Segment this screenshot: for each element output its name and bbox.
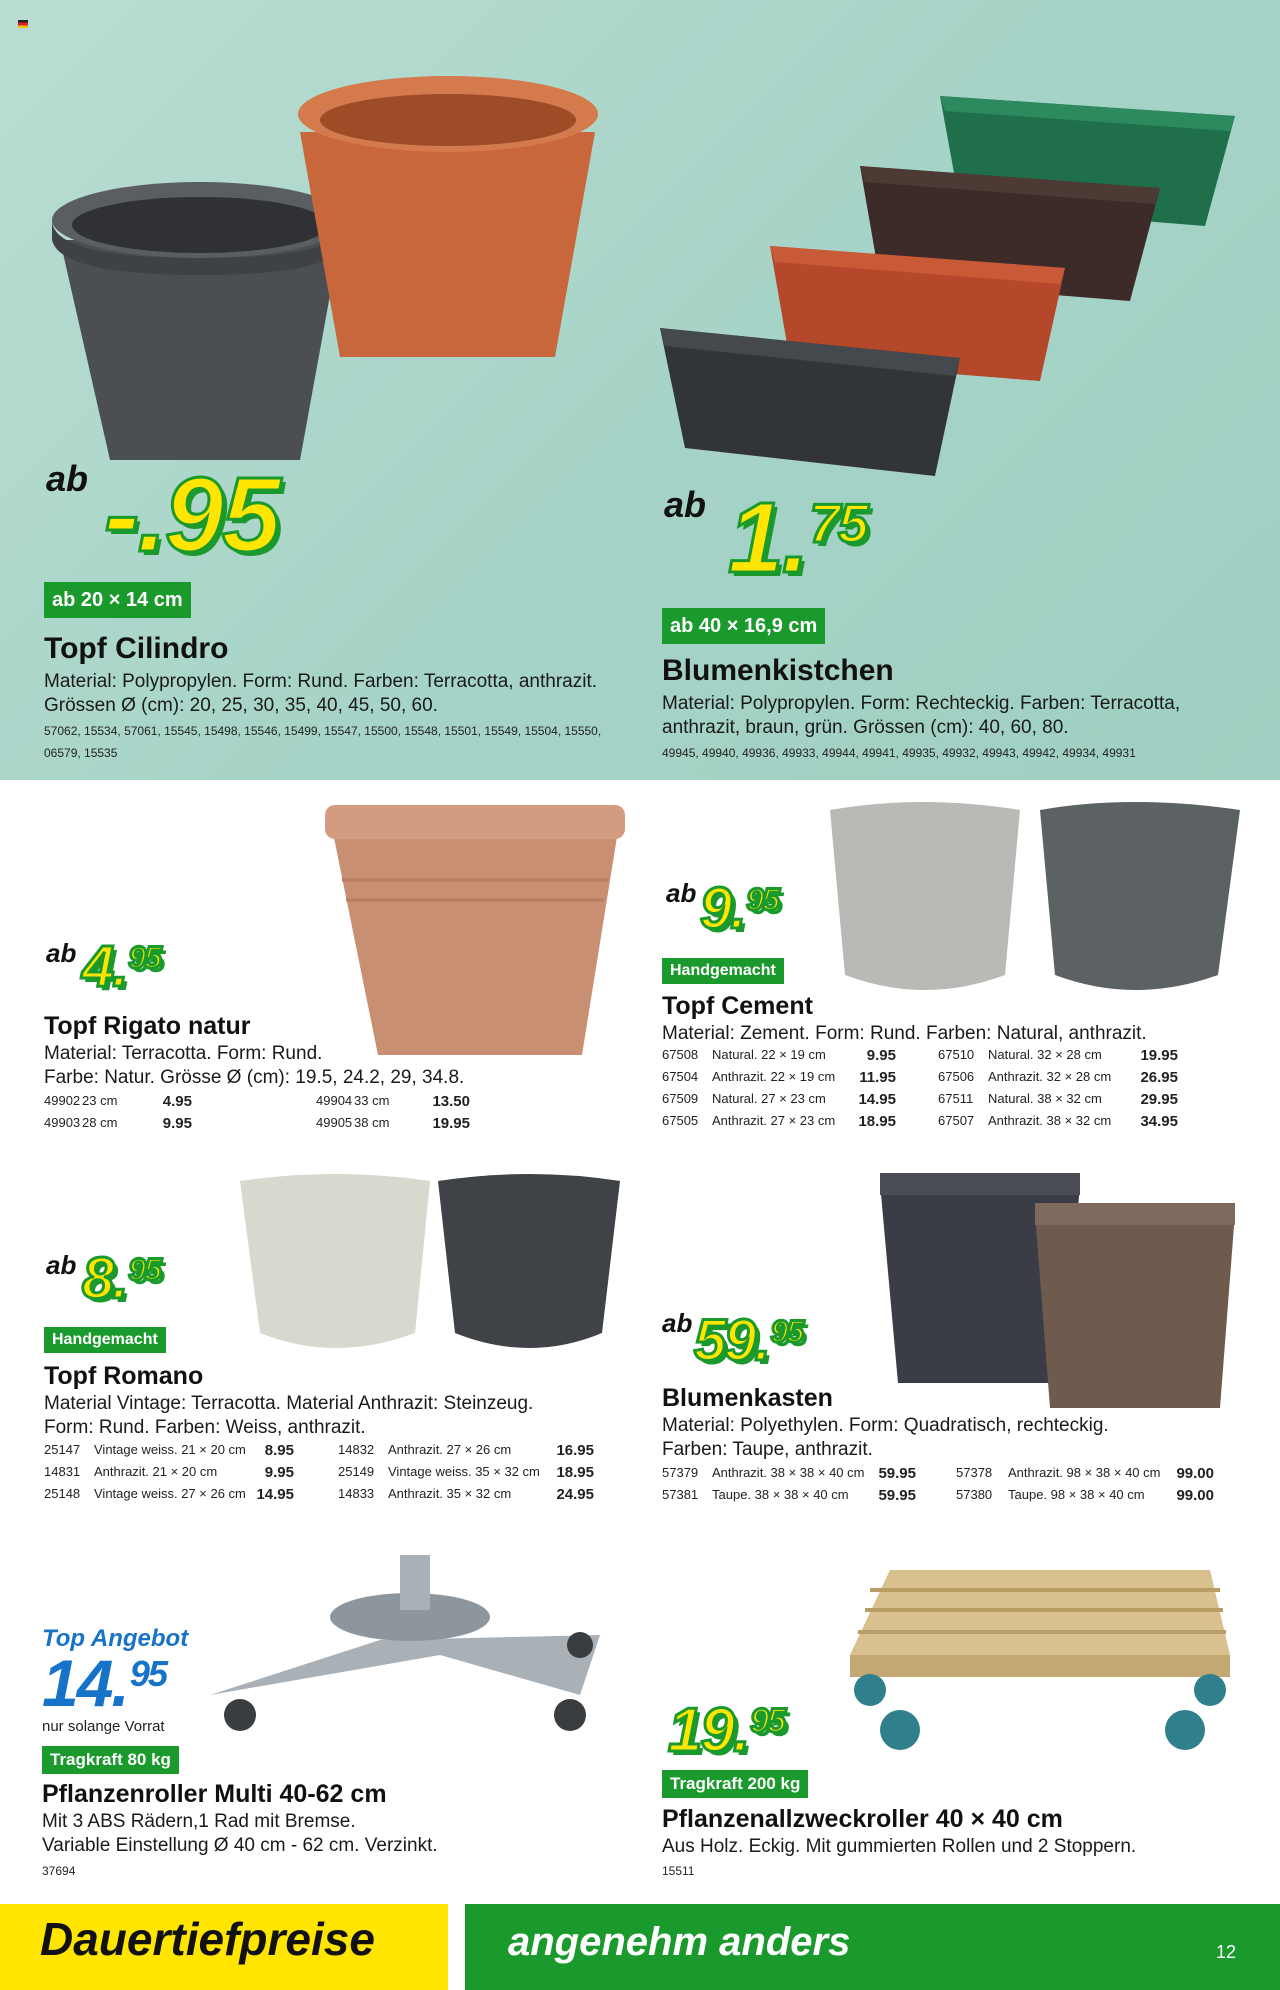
desc-roller-wood (662, 1835, 1136, 1859)
title-romano: Topf Romano (44, 1362, 204, 1390)
title-roller-wood: Pflanzenallzweckroller 40 × 40 cm (662, 1805, 1063, 1833)
item-code: 25147 (44, 1442, 81, 1457)
price-table-rigato (44, 1093, 470, 1137)
desc-romano (44, 1392, 533, 1440)
item-desc: Taupe. 98 × 38 × 40 cm (1008, 1487, 1145, 1502)
desc-line: Aus Holz. Eckig. Mit gummierten Rollen und 2 Stoppern. (662, 1836, 1137, 1857)
item-code: 67506 (938, 1069, 975, 1084)
item-code: 67507 (938, 1113, 975, 1128)
planter-square-image (880, 1173, 1240, 1413)
item-desc: Anthrazit. 35 × 32 cm (388, 1486, 512, 1501)
item-code: 14832 (338, 1442, 375, 1457)
price-cement (700, 876, 778, 941)
item-price: 29.95 (1140, 1091, 1178, 1108)
item-code: 25148 (44, 1486, 81, 1501)
item-price: 19.95 (432, 1115, 470, 1132)
footer-slogan-left: Dauertiefpreise (40, 1913, 375, 1965)
desc-line: Material: Polypropylen. Form: Rund. Farben: Terracotta, anthrazit. (44, 671, 598, 692)
item-price: 19.95 (1140, 1047, 1178, 1064)
table-row (662, 1091, 1178, 1113)
pot-cement-image (830, 800, 1240, 1005)
item-code: 57378 (956, 1465, 993, 1480)
table-row (44, 1486, 594, 1508)
item-code: 67509 (662, 1091, 699, 1106)
item-desc: Taupe. 38 × 38 × 40 cm (712, 1487, 849, 1502)
item-desc: 28 cm (82, 1115, 118, 1130)
item-price: 4.95 (162, 1093, 192, 1110)
desc-line: Grössen Ø (cm): 20, 25, 30, 35, 40, 45, 50, 60. (44, 695, 438, 716)
flag-icon (18, 20, 28, 28)
price-cents: 95 (128, 1251, 160, 1288)
table-row (662, 1465, 1214, 1487)
planter-boxes-image (660, 76, 1240, 486)
desc-rigato (44, 1042, 464, 1090)
price-prefix: ab (46, 458, 89, 499)
item-code: 25149 (338, 1464, 375, 1479)
footer-slogan-right: angenehm anders (508, 1920, 851, 1964)
desc-line: Material: Zement. Form: Rund. Farben: Natural, anthrazit. (662, 1023, 1147, 1044)
item-code: 49902 (44, 1093, 81, 1108)
table-row (662, 1113, 1178, 1135)
price-cents: 95 (770, 1313, 803, 1350)
desc-cilindro (44, 670, 597, 718)
price-prefix: ab (666, 878, 697, 908)
price-main: 8. (82, 1246, 127, 1311)
desc-line: Material Vintage: Terracotta. Material Anthrazit: Steinzeug. (44, 1393, 534, 1414)
price-roller-wood (668, 1696, 785, 1765)
size-tag-blumenkistchen: ab 40 × 16,9 cm (662, 608, 825, 644)
title-blumenkistchen: Blumenkistchen (662, 654, 894, 687)
item-price: 99.00 (1176, 1487, 1214, 1504)
item-code: 67510 (938, 1047, 975, 1062)
price-prefix: ab (46, 938, 77, 968)
desc-line: Material: Polyethylen. Form: Quadratisch, rechteckig. (662, 1415, 1109, 1436)
item-price: 18.95 (556, 1464, 594, 1481)
desc-line: Material: Terracotta. Form: Rund. (44, 1043, 323, 1064)
title-cement: Topf Cement (662, 992, 813, 1020)
price-roller-multi (42, 1646, 167, 1720)
table-row (662, 1069, 1178, 1091)
item-desc: 38 cm (354, 1115, 390, 1130)
item-price: 14.95 (858, 1091, 896, 1108)
code-line: 06579, 15535 (44, 746, 118, 760)
capacity-tag: Tragkraft 200 kg (662, 1770, 808, 1798)
code-line: 37694 (42, 1864, 76, 1878)
table-row (44, 1093, 470, 1115)
price-table-blumenkasten (662, 1465, 1214, 1509)
table-row (44, 1442, 594, 1464)
price-romano (82, 1246, 160, 1311)
stock-note: nur solange Vorrat (42, 1718, 165, 1735)
price-blumenkistchen (728, 482, 867, 594)
item-code: 49903 (44, 1115, 81, 1130)
desc-line: Variable Einstellung Ø 40 cm - 62 cm. Verzinkt. (42, 1835, 438, 1856)
price-table-cement (662, 1047, 1178, 1135)
code-line: 57062, 15534, 57061, 15545, 15498, 15546, 15499, 15547, 15500, 15548, 15501, 15549, 15504, 15550, (44, 724, 602, 738)
table-row (662, 1487, 1214, 1509)
handmade-tag: Handgemacht (44, 1327, 166, 1353)
pot-romano-image (240, 1173, 625, 1363)
desc-line: Mit 3 ABS Rädern,1 Rad mit Bremse. (42, 1811, 356, 1832)
item-code: 14833 (338, 1486, 375, 1501)
item-desc: Anthrazit. 27 × 26 cm (388, 1442, 512, 1457)
item-desc: Vintage weiss. 21 × 20 cm (94, 1442, 246, 1457)
item-price: 8.95 (264, 1442, 294, 1459)
item-desc: 33 cm (354, 1093, 390, 1108)
roller-multi-image (200, 1545, 620, 1745)
item-desc: Anthrazit. 32 × 28 cm (988, 1069, 1112, 1084)
codes-cilindro (44, 720, 601, 764)
pot-terracotta-image (280, 72, 620, 362)
price-main: 19. (668, 1696, 749, 1765)
price-cents: 95 (129, 1653, 167, 1695)
price-main: 9. (700, 876, 745, 941)
table-row (44, 1115, 470, 1137)
item-price: 11.95 (859, 1069, 896, 1086)
item-desc: Vintage weiss. 35 × 32 cm (388, 1464, 540, 1479)
desc-blumenkistchen (662, 692, 1180, 740)
item-price: 59.95 (878, 1487, 916, 1504)
item-code: 57381 (662, 1487, 699, 1502)
desc-line: Farbe: Natur. Grösse Ø (cm): 19.5, 24.2, 29, 34.8. (44, 1067, 465, 1088)
price-cents: 75 (809, 491, 867, 554)
code-line: 49945, 49940, 49936, 49933, 49944, 49941, 49935, 49932, 49943, 49942, 49934, 49931 (662, 746, 1136, 760)
item-code: 14831 (44, 1464, 81, 1479)
desc-roller-multi (42, 1810, 438, 1858)
item-price: 24.95 (556, 1486, 594, 1503)
title-blumenkasten: Blumenkasten (662, 1384, 833, 1412)
item-price: 9.95 (264, 1464, 294, 1481)
item-price: 99.00 (1176, 1465, 1214, 1482)
item-code: 67508 (662, 1047, 699, 1062)
desc-line: anthrazit, braun, grün. Grössen (cm): 40, 60, 80. (662, 717, 1069, 738)
table-row (44, 1464, 594, 1486)
roller-wood-image (830, 1560, 1230, 1760)
item-price: 9.95 (162, 1115, 192, 1132)
item-desc: Anthrazit. 22 × 19 cm (712, 1069, 836, 1084)
price-cents: 95 (128, 939, 160, 976)
price-main: 14. (42, 1646, 128, 1720)
item-desc: Anthrazit. 21 × 20 cm (94, 1464, 218, 1479)
item-price: 14.95 (256, 1486, 294, 1503)
item-code: 67504 (662, 1069, 699, 1084)
price-cents: 95 (746, 881, 778, 918)
item-price: 26.95 (1140, 1069, 1178, 1086)
title-rigato: Topf Rigato natur (44, 1012, 251, 1040)
price-prefix: ab (46, 1250, 77, 1280)
code-line: 15511 (662, 1864, 695, 1878)
desc-line: Material: Polypropylen. Form: Rechteckig. Farben: Terracotta, (662, 693, 1181, 714)
title-roller-multi: Pflanzenroller Multi 40-62 cm (42, 1780, 387, 1808)
item-price: 16.95 (556, 1442, 594, 1459)
item-code: 57380 (956, 1487, 993, 1502)
item-price: 13.50 (432, 1093, 470, 1110)
item-desc: Anthrazit. 38 × 38 × 40 cm (712, 1465, 865, 1480)
codes-blumenkistchen (662, 742, 1136, 764)
item-code: 49905 (316, 1115, 353, 1130)
item-desc: 23 cm (82, 1093, 118, 1108)
desc-line: Form: Rund. Farben: Weiss, anthrazit. (44, 1417, 366, 1438)
size-tag-cilindro: ab 20 × 14 cm (44, 582, 191, 618)
item-desc: Anthrazit. 98 × 38 × 40 cm (1008, 1465, 1161, 1480)
desc-line: Farben: Taupe, anthrazit. (662, 1439, 873, 1460)
price-cents: 95 (164, 456, 279, 574)
price-prefix: ab (662, 1308, 693, 1338)
item-desc: Anthrazit. 38 × 32 cm (988, 1113, 1112, 1128)
codes-roller-multi (42, 1860, 75, 1882)
price-prefix: ab (664, 484, 707, 525)
price-rigato (82, 934, 160, 999)
codes-roller-wood (662, 1860, 694, 1882)
title-cilindro: Topf Cilindro (44, 632, 229, 665)
table-row (662, 1047, 1178, 1069)
item-desc: Vintage weiss. 27 × 26 cm (94, 1486, 246, 1501)
item-desc: Natural. 27 × 23 cm (712, 1091, 826, 1106)
price-cilindro (104, 456, 279, 574)
item-code: 67511 (938, 1091, 974, 1106)
item-desc: Natural. 38 × 32 cm (988, 1091, 1102, 1106)
item-price: 9.95 (866, 1047, 896, 1064)
handmade-tag: Handgemacht (662, 958, 784, 984)
pot-rigato-image (320, 800, 630, 1060)
item-price: 59.95 (878, 1465, 916, 1482)
price-cents: 95 (750, 1702, 785, 1741)
capacity-tag: Tragkraft 80 kg (42, 1746, 179, 1774)
item-price: 18.95 (858, 1113, 896, 1130)
item-code: 49904 (316, 1093, 353, 1108)
price-main: 59. (694, 1308, 769, 1373)
price-main: 1. (728, 482, 808, 594)
item-code: 67505 (662, 1113, 699, 1128)
price-table-romano (44, 1442, 594, 1508)
item-desc: Natural. 32 × 28 cm (988, 1047, 1102, 1062)
item-price: 34.95 (1140, 1113, 1178, 1130)
page-number: 12 (1216, 1942, 1237, 1962)
desc-cement (662, 1022, 1147, 1046)
price-main: -. (104, 456, 165, 574)
price-main: 4. (82, 934, 127, 999)
desc-blumenkasten (662, 1414, 1109, 1462)
item-code: 57379 (662, 1465, 699, 1480)
item-desc: Natural. 22 × 19 cm (712, 1047, 826, 1062)
price-blumenkasten (694, 1308, 803, 1373)
top-offer-badge: Top Angebot (42, 1625, 189, 1652)
item-desc: Anthrazit. 27 × 23 cm (712, 1113, 836, 1128)
